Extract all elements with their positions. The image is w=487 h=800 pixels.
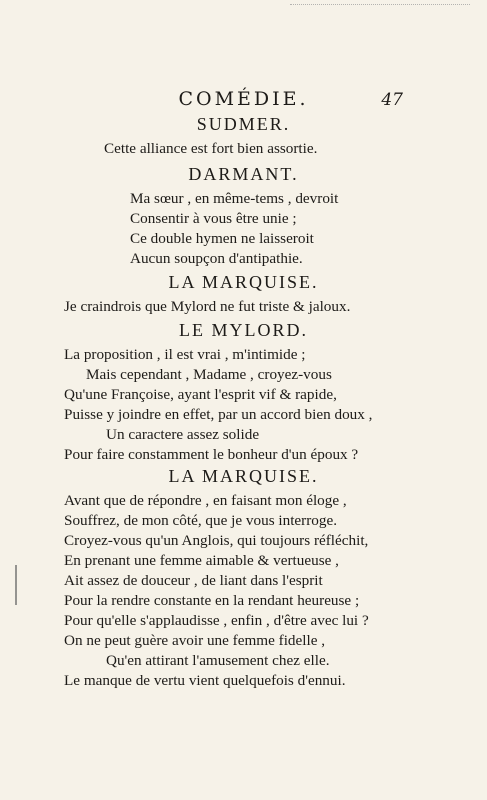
margin-mark <box>15 565 17 605</box>
page-header <box>0 88 487 110</box>
verse-line: La proposition , il est vrai , m'intimide ; <box>64 346 306 363</box>
verse-line: Souffrez, de mon côté, que je vous interroge. <box>64 512 338 529</box>
verse-line: Croyez-vous qu'un Anglois, qui toujours réfléchit, <box>64 532 369 549</box>
verse-line: Pour la rendre constante en la rendant heureuse ; <box>64 592 360 609</box>
verse-line: Consentir à vous être unie ; <box>130 210 297 227</box>
speaker-la-marquise: LA MARQUISE. <box>168 466 319 486</box>
verse-line: Puisse y joindre en effet, par un accord bien doux , <box>64 406 373 423</box>
verse-line: Ait assez de douceur , de liant dans l'esprit <box>64 572 323 589</box>
verse-line: Mais cependant , Madame , croyez-vous <box>86 366 332 383</box>
verse-line: Pour faire constamment le bonheur d'un époux ? <box>64 446 359 463</box>
speaker-darmant: DARMANT. <box>188 164 299 184</box>
speaker-la-marquise: LA MARQUISE. <box>168 272 319 292</box>
speaker-sudmer: SUDMER. <box>196 114 291 134</box>
verse-line: Ce double hymen ne laisseroit <box>130 230 314 247</box>
verse-line: Ma sœur , en même-tems , devroit <box>130 190 339 207</box>
page-number: 47 <box>381 90 403 110</box>
verse-line: Un caractere assez solide <box>106 426 260 443</box>
running-title: COMÉDIE. <box>178 88 309 110</box>
verse-line: Pour qu'elle s'applaudisse , enfin , d'être avec lui ? <box>64 612 369 629</box>
page-edge-speckle <box>290 4 470 7</box>
verse-line: Qu'une Françoise, ayant l'esprit vif & rapide, <box>64 386 337 403</box>
verse-line: On ne peut guère avoir une femme fidelle , <box>64 632 326 649</box>
verse-line: Aucun soupçon d'antipathie. <box>130 250 303 267</box>
speaker-le-mylord: LE MYLORD. <box>179 320 308 340</box>
verse-line: Avant que de répondre , en faisant mon éloge , <box>64 492 347 509</box>
verse-line: Le manque de vertu vient quelquefois d'ennui. <box>64 672 346 689</box>
verse-line: Qu'en attirant l'amusement chez elle. <box>106 652 330 669</box>
verse-line: Je craindrois que Mylord ne fut triste & jaloux. <box>64 298 351 315</box>
verse-line: En prenant une femme aimable & vertueuse , <box>64 552 339 569</box>
verse-line: Cette alliance est fort bien assortie. <box>104 140 318 157</box>
